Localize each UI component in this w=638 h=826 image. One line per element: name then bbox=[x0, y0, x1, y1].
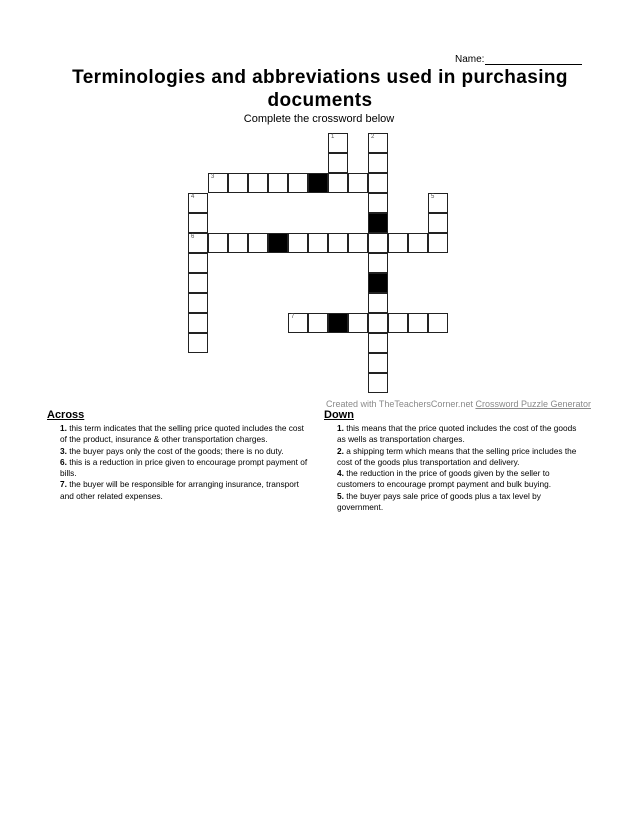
credit-link[interactable]: Crossword Puzzle Generator bbox=[475, 399, 591, 409]
crossword-cell[interactable] bbox=[228, 173, 248, 193]
crossword-cell[interactable] bbox=[248, 233, 268, 253]
crossword-cell[interactable] bbox=[328, 133, 348, 153]
crossword-cell[interactable] bbox=[188, 193, 208, 213]
across-clue bbox=[60, 457, 312, 480]
clue-number-label: 5 bbox=[431, 194, 435, 200]
crossword-cell[interactable] bbox=[368, 253, 388, 273]
page-title: Terminologies and abbreviations used in purchasing documents bbox=[72, 67, 568, 111]
crossword-cell[interactable] bbox=[428, 193, 448, 213]
crossword-block bbox=[268, 233, 288, 253]
crossword-cell[interactable] bbox=[428, 233, 448, 253]
down-clue-list bbox=[337, 423, 587, 513]
crossword-cell[interactable] bbox=[288, 173, 308, 193]
crossword-cell[interactable] bbox=[408, 233, 428, 253]
clue-number-label: 7 bbox=[291, 314, 295, 320]
crossword-cell[interactable] bbox=[188, 333, 208, 353]
crossword-cell[interactable] bbox=[368, 353, 388, 373]
crossword-cell[interactable] bbox=[368, 233, 388, 253]
name-label: Name: bbox=[455, 54, 485, 65]
crossword-cell[interactable] bbox=[288, 233, 308, 253]
crossword-cell[interactable] bbox=[208, 173, 228, 193]
crossword-cell[interactable] bbox=[248, 173, 268, 193]
clue-number: 6. bbox=[60, 456, 67, 467]
down-clue bbox=[337, 446, 587, 469]
crossword-cell[interactable] bbox=[328, 173, 348, 193]
crossword-block bbox=[368, 213, 388, 233]
clue-text: the reduction in the price of goods given by the seller to customers to encourage prompt payment and bulk buying. bbox=[337, 468, 551, 490]
crossword-cell[interactable] bbox=[348, 173, 368, 193]
across-clue-list bbox=[60, 423, 312, 502]
clue-number: 1. bbox=[337, 423, 344, 433]
crossword-cell[interactable] bbox=[308, 233, 328, 253]
across-clue bbox=[60, 479, 312, 502]
clue-number-label: 2 bbox=[371, 134, 375, 140]
crossword-cell[interactable] bbox=[188, 253, 208, 273]
clue-number-label: 3 bbox=[211, 174, 215, 180]
clue-number: 2. bbox=[337, 445, 344, 456]
crossword-cell[interactable] bbox=[368, 293, 388, 313]
clue-text: the buyer will be responsible for arranging insurance, transport and other related expenses. bbox=[60, 479, 299, 501]
crossword-cell[interactable] bbox=[188, 273, 208, 293]
across-clue bbox=[60, 423, 312, 446]
crossword-cell[interactable] bbox=[368, 333, 388, 353]
crossword-cell[interactable] bbox=[188, 313, 208, 333]
crossword-block bbox=[328, 313, 348, 333]
clue-text: this means that the price quoted includes the cost of the goods as wells as transportation charges. bbox=[337, 423, 577, 445]
crossword-cell[interactable] bbox=[388, 313, 408, 333]
clue-number-label: 6 bbox=[191, 234, 195, 240]
down-clue bbox=[337, 423, 587, 446]
page-subtitle: Complete the crossword below bbox=[243, 113, 395, 125]
down-clue bbox=[337, 468, 587, 491]
crossword-cell[interactable] bbox=[368, 173, 388, 193]
crossword-cell[interactable] bbox=[188, 233, 208, 253]
crossword-cell[interactable] bbox=[428, 213, 448, 233]
clue-number: 5. bbox=[337, 490, 344, 501]
crossword-cell[interactable] bbox=[188, 293, 208, 313]
crossword-cell[interactable] bbox=[188, 213, 208, 233]
crossword-block bbox=[308, 173, 328, 193]
clue-number: 7. bbox=[60, 479, 67, 490]
credit-line bbox=[0, 399, 591, 409]
clue-text: this is a reduction in price given to encourage prompt payment of bills. bbox=[60, 456, 308, 479]
crossword-cell[interactable] bbox=[408, 313, 428, 333]
across-heading: Across bbox=[47, 409, 85, 421]
crossword-cell[interactable] bbox=[388, 233, 408, 253]
clue-text: a shipping term which means that the selling price includes the cost of the goods plus transportation and delivery. bbox=[337, 445, 577, 467]
down-heading: Down bbox=[324, 409, 354, 421]
clue-number: 3. bbox=[60, 445, 67, 456]
crossword-cell[interactable] bbox=[368, 313, 388, 333]
clue-number: 4. bbox=[337, 468, 344, 479]
crossword-cell[interactable] bbox=[348, 233, 368, 253]
across-clue bbox=[60, 446, 312, 457]
crossword-cell[interactable] bbox=[308, 313, 328, 333]
clue-text: the buyer pays sale price of goods plus a tax level by government. bbox=[337, 490, 541, 513]
crossword-cell[interactable] bbox=[368, 153, 388, 173]
crossword-cell[interactable] bbox=[368, 193, 388, 213]
crossword-cell[interactable] bbox=[228, 233, 248, 253]
clue-text: this term indicates that the selling price quoted includes the cost of the product, insurance & other transportation charges. bbox=[60, 423, 304, 445]
crossword-cell[interactable] bbox=[368, 373, 388, 393]
down-clue bbox=[337, 491, 587, 514]
crossword-block bbox=[368, 273, 388, 293]
crossword-cell[interactable] bbox=[348, 313, 368, 333]
crossword-cell[interactable] bbox=[288, 313, 308, 333]
clue-text: the buyer pays only the cost of the goods; there is no duty. bbox=[66, 445, 284, 456]
clue-number-label: 1 bbox=[331, 134, 335, 140]
crossword-cell[interactable] bbox=[428, 313, 448, 333]
clue-number-label: 4 bbox=[191, 194, 195, 200]
crossword-cell[interactable] bbox=[368, 133, 388, 153]
crossword-cell[interactable] bbox=[328, 153, 348, 173]
clue-number: 1. bbox=[60, 423, 67, 433]
credit-text: Created with TheTeachersCorner.net bbox=[326, 399, 476, 409]
crossword-cell[interactable] bbox=[268, 173, 288, 193]
crossword-cell[interactable] bbox=[328, 233, 348, 253]
crossword-grid bbox=[0, 0, 638, 400]
crossword-cell[interactable] bbox=[208, 233, 228, 253]
